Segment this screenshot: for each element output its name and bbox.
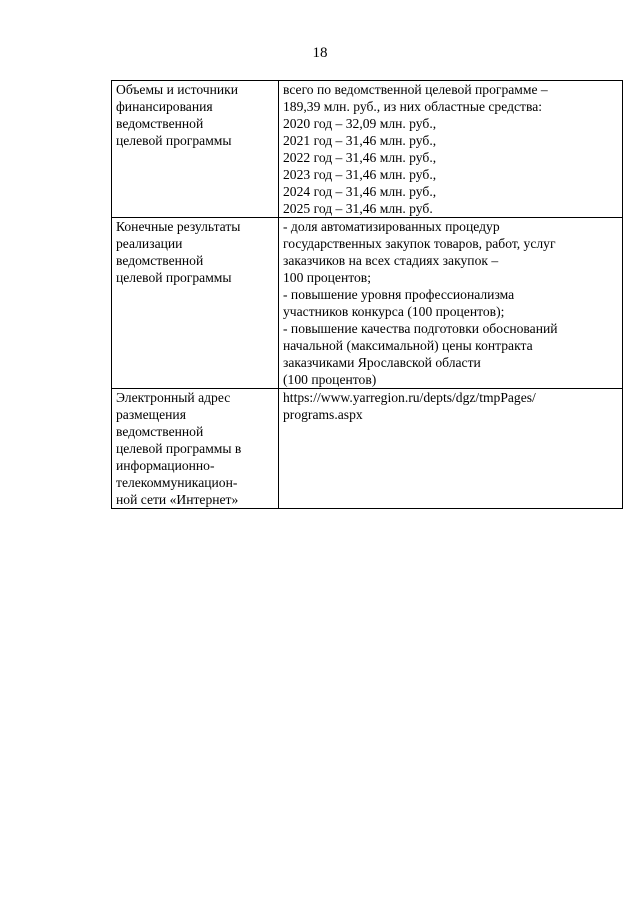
value-line: - доля автоматизированных процедур — [283, 219, 500, 234]
label-cell-web-address — [112, 389, 279, 509]
value-line: - повышение качества подготовки обоснований — [283, 321, 558, 336]
value-line: 189,39 млн. руб., из них областные средства: — [283, 99, 543, 114]
value-line: 2021 год – 31,46 млн. руб., — [283, 133, 437, 148]
value-line: 100 процентов; — [283, 270, 371, 285]
value-line: 2023 год – 31,46 млн. руб., — [283, 167, 437, 182]
program-url-line: https://www.yarregion.ru/depts/dgz/tmpPages/ — [283, 390, 536, 405]
label-line: ведомственной — [116, 253, 204, 268]
label-line: реализации — [116, 236, 183, 251]
page-number: 18 — [312, 45, 328, 61]
label-line: ведомственной — [116, 424, 204, 439]
label-line: целевой программы в — [116, 441, 242, 456]
label-line: Конечные результаты — [116, 219, 241, 234]
value-line: 2022 год – 31,46 млн. руб., — [283, 150, 437, 165]
value-cell-results — [279, 218, 623, 389]
value-line: государственных закупок товаров, работ, услуг — [283, 236, 556, 251]
label-line: ной сети «Интернет» — [116, 492, 239, 507]
label-line: целевой программы — [116, 133, 232, 148]
value-cell-web-address — [279, 389, 623, 509]
value-line: 2024 год – 31,46 млн. руб., — [283, 184, 437, 199]
label-cell-financing — [112, 81, 279, 218]
label-line: информационно- — [116, 458, 215, 473]
label-line: Объемы и источники — [116, 82, 239, 97]
table-row-financing — [112, 81, 623, 218]
value-line: (100 процентов) — [283, 372, 377, 387]
table-row-results — [112, 218, 623, 389]
value-line: - повышение уровня профессионализма — [283, 287, 515, 302]
value-line: заказчиков на всех стадиях закупок – — [283, 253, 499, 268]
value-line: начальной (максимальной) цены контракта — [283, 338, 533, 353]
program-url-line: programs.aspx — [283, 407, 363, 422]
label-line: телекоммуникацион- — [116, 475, 238, 490]
value-line: участников конкурса (100 процентов); — [283, 304, 505, 319]
label-line: размещения — [116, 407, 186, 422]
label-line: финансирования — [116, 99, 213, 114]
table-row-web-address — [112, 389, 623, 509]
label-cell-results — [112, 218, 279, 389]
label-line: целевой программы — [116, 270, 232, 285]
value-line: заказчиками Ярославской области — [283, 355, 481, 370]
value-line: 2020 год – 32,09 млн. руб., — [283, 116, 437, 131]
label-line: ведомственной — [116, 116, 204, 131]
value-line: 2025 год – 31,46 млн. руб. — [283, 201, 433, 216]
value-line: всего по ведомственной целевой программе – — [283, 82, 548, 97]
label-line: Электронный адрес — [116, 390, 231, 405]
value-cell-financing — [279, 81, 623, 218]
program-passport-table — [111, 80, 623, 509]
